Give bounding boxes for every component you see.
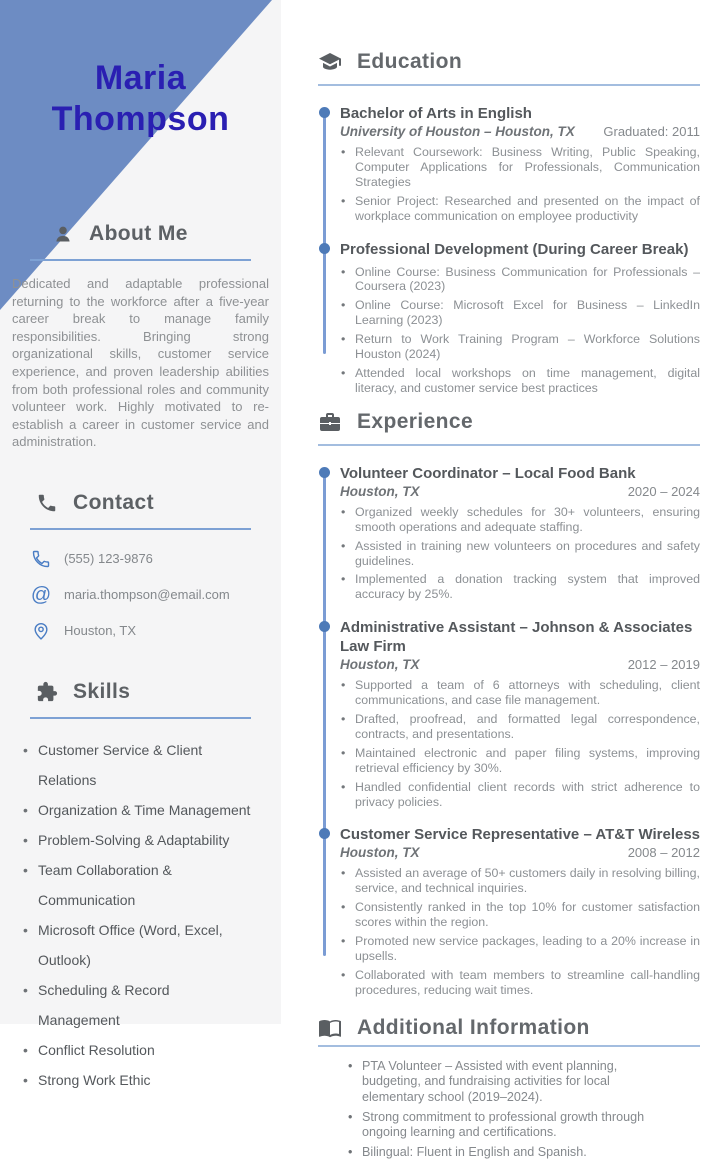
degree-title: Bachelor of Arts in English (340, 105, 532, 122)
about-me-text: Dedicated and adaptable professional returning to the workforce after a five-year career break to manage family responsibilities. Bringing strong organizational skills, customer service experience, and proven leadership abilities from both professional roles and community volunteer work. Highly motivated to re-establish a career in customer service and administration. (12, 276, 269, 450)
bullet-item: • PTA Volunteer – Assisted with event planning, budgeting, and fundraising activities for local elementary school (2019–2024). (348, 1059, 666, 1106)
bullet-item: • Collaborated with team members to streamline call-handling procedures, reducing wait times. (340, 968, 700, 998)
bullet-item: • Handled confidential client records with strict adherence to privacy policies. (340, 780, 700, 810)
email-address: maria.thompson@email.com (64, 587, 230, 603)
bullet-item: • Implemented a donation tracking system that improved accuracy by 25%. (340, 572, 700, 602)
education-header (318, 50, 700, 74)
open-book-icon (318, 1016, 342, 1040)
degree-subrow (340, 124, 700, 139)
about-me-title: About Me (89, 222, 188, 245)
bullet-item: • Relevant Coursework: Business Writing, Public Speaking, Computer Applications for Professionals, Communication Strategies (340, 145, 700, 190)
education-bullets (340, 145, 700, 224)
candidate-name (0, 58, 281, 140)
job-subrow (340, 484, 700, 499)
experience-header (318, 410, 700, 434)
sidebar (0, 0, 281, 1088)
experience-divider (318, 444, 700, 446)
contact-item-location (30, 620, 251, 642)
at-sign-icon: @ (30, 583, 52, 606)
experience-entry (340, 618, 700, 809)
bullet-item: • Return to Work Training Program – Workforce Solutions Houston (2024) (340, 332, 700, 362)
bullet-item: • Consistently ranked in the top 10% for customer satisfaction scores within the region. (340, 900, 700, 930)
job-title: Customer Service Representative – AT&T Wireless (340, 826, 701, 844)
contact-title: Contact (73, 490, 154, 514)
about-me-section (0, 222, 281, 451)
bullet-item: • Online Course: Microsoft Excel for Business – LinkedIn Learning (2023) (340, 298, 700, 328)
briefcase-icon (318, 410, 342, 434)
skill-item: • Microsoft Office (Word, Excel, Outlook) (23, 915, 251, 975)
skills-title: Skills (73, 679, 131, 703)
contact-divider (30, 528, 251, 530)
experience-timeline (323, 464, 700, 998)
education-bullets (340, 265, 700, 396)
bullet-item: • Promoted new service packages, leading to a 20% increase in upsells. (340, 934, 700, 964)
main-column (281, 0, 724, 1159)
experience-section (318, 410, 700, 998)
additional-info-divider (318, 1045, 700, 1047)
skill-item: • Problem-Solving & Adaptability (23, 825, 251, 855)
contact-section (0, 491, 281, 642)
phone-outline-icon (30, 548, 52, 570)
bullet-item: • Supported a team of 6 attorneys with scheduling, client communications, and case file management. (340, 678, 700, 708)
skills-list (23, 735, 251, 1095)
bullet-item: • Strong commitment to professional growth through ongoing learning and certifications. (348, 1110, 666, 1141)
job-title: Volunteer Coordinator – Local Food Bank (340, 464, 636, 482)
skill-item: • Scheduling & Record Management (23, 975, 251, 1035)
education-title: Education (357, 50, 463, 73)
timeline-dot (319, 243, 330, 254)
degree-title: Professional Development (During Career Break) (340, 240, 689, 258)
map-pin-icon (30, 620, 52, 642)
graduation-cap-icon (318, 50, 342, 74)
job-dates: 2012 – 2019 (627, 657, 700, 673)
skills-divider (30, 717, 251, 719)
experience-entry (340, 825, 700, 997)
bullet-item: • Senior Project: Researched and presented on the impact of workplace communication on employee productivity (340, 194, 700, 224)
education-divider (318, 84, 700, 86)
bullet-item: • Drafted, proofread, and formatted legal correspondence, contracts, and presentations. (340, 712, 700, 742)
candidate-first-name: Maria (94, 59, 187, 97)
bullet-item: • Bilingual: Fluent in English and Spanish. (348, 1145, 666, 1160)
contact-list (30, 548, 251, 642)
school-name: University of Houston – Houston, TX (340, 124, 575, 139)
job-location: Houston, TX (340, 657, 420, 673)
job-bullets (340, 678, 700, 809)
education-section (318, 50, 700, 396)
job-bullets (340, 866, 700, 997)
phone-icon (36, 492, 58, 514)
bullet-item: • Maintained electronic and paper filing systems, improving retrieval efficiency by 30%. (340, 746, 700, 776)
skill-item: • Team Collaboration & Communication (23, 855, 251, 915)
additional-info-header (318, 1016, 700, 1040)
contact-header (36, 491, 251, 515)
education-entry (340, 240, 700, 396)
contact-item-email (30, 584, 251, 606)
location-text: Houston, TX (64, 623, 137, 639)
skill-item: • Conflict Resolution (23, 1035, 251, 1065)
bullet-item: • Attended local workshops on time management, digital literacy, and customer service best practices (340, 366, 700, 396)
bullet-item: • Organized weekly schedules for 30+ volunteers, ensuring smooth operations and adequate staffing. (340, 505, 700, 535)
graduation-date: Graduated: 2011 (603, 124, 700, 139)
skill-item: • Organization & Time Management (23, 795, 251, 825)
timeline-dot (319, 467, 330, 478)
phone-number: (555) 123-9876 (64, 551, 153, 567)
additional-info-list (348, 1059, 666, 1160)
timeline-dot (319, 107, 330, 118)
puzzle-icon (36, 681, 58, 703)
additional-info-title: Additional Information (357, 1015, 590, 1039)
job-bullets (340, 505, 700, 602)
bullet-item: • Online Course: Business Communication for Professionals – Coursera (2023) (340, 265, 700, 295)
job-title: Administrative Assistant – Johnson & Associates Law Firm (340, 619, 693, 656)
timeline-dot (319, 621, 330, 632)
job-dates: 2008 – 2012 (627, 845, 700, 861)
bullet-item: • Assisted an average of 50+ customers daily in resolving billing, service, and technical inquiries. (340, 866, 700, 896)
candidate-last-name: Thompson (51, 100, 230, 138)
experience-entry (340, 464, 700, 602)
education-timeline (323, 104, 700, 396)
skill-item: • Customer Service & Client Relations (23, 735, 251, 795)
job-subrow (340, 657, 700, 672)
education-entry (340, 104, 700, 224)
about-divider (30, 259, 251, 261)
sidebar-content (0, 0, 281, 1095)
skill-item: • Strong Work Ethic (23, 1065, 251, 1095)
job-location: Houston, TX (340, 845, 420, 861)
contact-item-phone (30, 548, 251, 570)
bullet-item: • Assisted in training new volunteers on procedures and safety guidelines. (340, 539, 700, 569)
timeline-dot (319, 828, 330, 839)
additional-info-section (318, 1016, 700, 1160)
skills-header (36, 680, 251, 704)
skills-section (0, 680, 281, 1095)
experience-title: Experience (357, 409, 474, 433)
job-dates: 2020 – 2024 (627, 483, 700, 499)
person-icon (52, 223, 74, 245)
about-me-header (52, 222, 251, 246)
job-location: Houston, TX (340, 483, 420, 499)
job-subrow (340, 845, 700, 860)
